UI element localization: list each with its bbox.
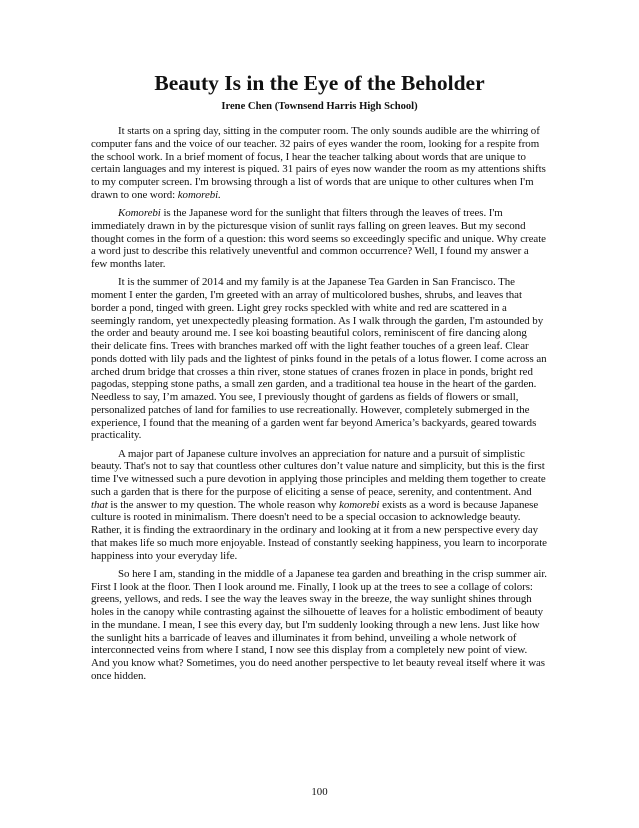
paragraph-2 xyxy=(91,207,547,271)
paragraph-4-text-b: is the answer to my question. The whole reason why xyxy=(107,498,340,511)
paragraph-4-text-c: exists as a word is because Japanese culture is rooted in minimalism. There doesn't need to be a special occasion to acknowledge beauty. Rather, it is finding the extraordinary in the ordinary and looking at it from a new perspective every day that makes life so much more enjoyable. Instead of constantly seeking happiness, you learn to incorporate happiness into your everyday life. xyxy=(91,498,547,562)
paragraph-1-emphasis: komorebi. xyxy=(177,188,221,201)
paragraph-4-text-a: A major part of Japanese culture involves an appreciation for nature and a pursuit of simplistic beauty. That's not to say that countless other cultures don’t value nature and simplicity, but this is the first time I've witnessed such a pure devotion in applying those principles and melding them together to create such a garden that is there for the purpose of eliciting a sense of peace, serenity, and contentment. And xyxy=(91,447,546,498)
paragraph-3-text: It is the summer of 2014 and my family is at the Japanese Tea Garden in San Francisco. The moment I enter the garden, I'm greeted with an array of multicolored bushes, shrubs, and leaves that border a pond, tinged with green. Light grey rocks speckled with white and red are scattered in a seemingly random, yet unexpectedly pleasing formation. As I walk through the garden, I'm astounded by the order and beauty around me. I see koi boasting beautiful colors, reminiscent of fire dancing along their delicate fins. Trees with branches marked off with the light feather touches of a green leaf. Clear ponds dotted with lily pads and the lightest of pinks found in the petals of a lotus flower. I come across an arched drum bridge that crosses a thin river, stone statues of cranes frozen in place in ponds, bright red pagodas, stepping stone paths, a small zen garden, and a traditional tea house in the heart of the garden. Needless to say, I’m amazed. You see, I previously thought of gardens as fields of flowers or small, personalized patches of land for families to use recreationally. However, completely submerged in the experience, I found that the meaning of a garden went far beyond America’s backyards, geared towards practicality. xyxy=(91,276,547,442)
page-title: Beauty Is in the Eye of the Beholder xyxy=(154,71,485,95)
essay-body xyxy=(91,125,547,688)
paragraph-3 xyxy=(91,276,547,442)
paragraph-4 xyxy=(91,448,547,563)
paragraph-2-emphasis: Komorebi xyxy=(118,207,161,219)
paragraph-4-emphasis-that: that xyxy=(91,498,108,511)
author-byline: Irene Chen (Townsend Harris High School) xyxy=(221,101,418,112)
paragraph-1-text: It starts on a spring day, sitting in the computer room. The only sounds audible are the whirring of computer fans and the voice of our teacher. 32 pairs of eyes wander the room, looking for a respite from the school work. In a brief moment of focus, I hear the teacher talking about words that are unique to certain languages and my interest is piqued. 31 pairs of eyes now wander the room as my attentions shifts to my computer screen. I'm browsing through a list of words that are unique to other cultures when I'm drawn to one word: xyxy=(91,125,546,201)
paragraph-2-text: is the Japanese word for the sunlight that filters through the leaves of trees. I'm immediately drawn in by the picturesque vision of sunlit rays falling on green leaves. But my second thought comes in the form of a question: this word seems so exceedingly specific and unique. Why create a word just to describe this relatively uneventful and common occurrence? Well, I found my answer a few months later. xyxy=(91,207,546,270)
paragraph-1 xyxy=(91,125,547,202)
paragraph-4-emphasis-komorebi: komorebi xyxy=(339,498,380,511)
paragraph-5-text: So here I am, standing in the middle of a Japanese tea garden and breathing in the crisp summer air. First I look at the floor. Then I look around me. Finally, I look up at the trees to see a collage of colors: greens, yellows, and reds. I see the way the leaves sway in the breeze, the way sunlight shines through holes in the canopy while contrasting against the silhouette of leaves for a holistic embodiment of beauty in the mundane. I mean, I see this every day, but I'm suddenly looking through a new lens. Just like how the sunlight hits a barricade of leaves and illuminates it from behind, unveiling a whole network of interconnected veins from where I stand, I now see this display from a completely new point of view. And you know what? Sometimes, you do need another perspective to let beauty reveal itself where it was once hidden. xyxy=(91,567,547,682)
paragraph-5 xyxy=(91,568,547,683)
page-number: 100 xyxy=(311,786,328,798)
